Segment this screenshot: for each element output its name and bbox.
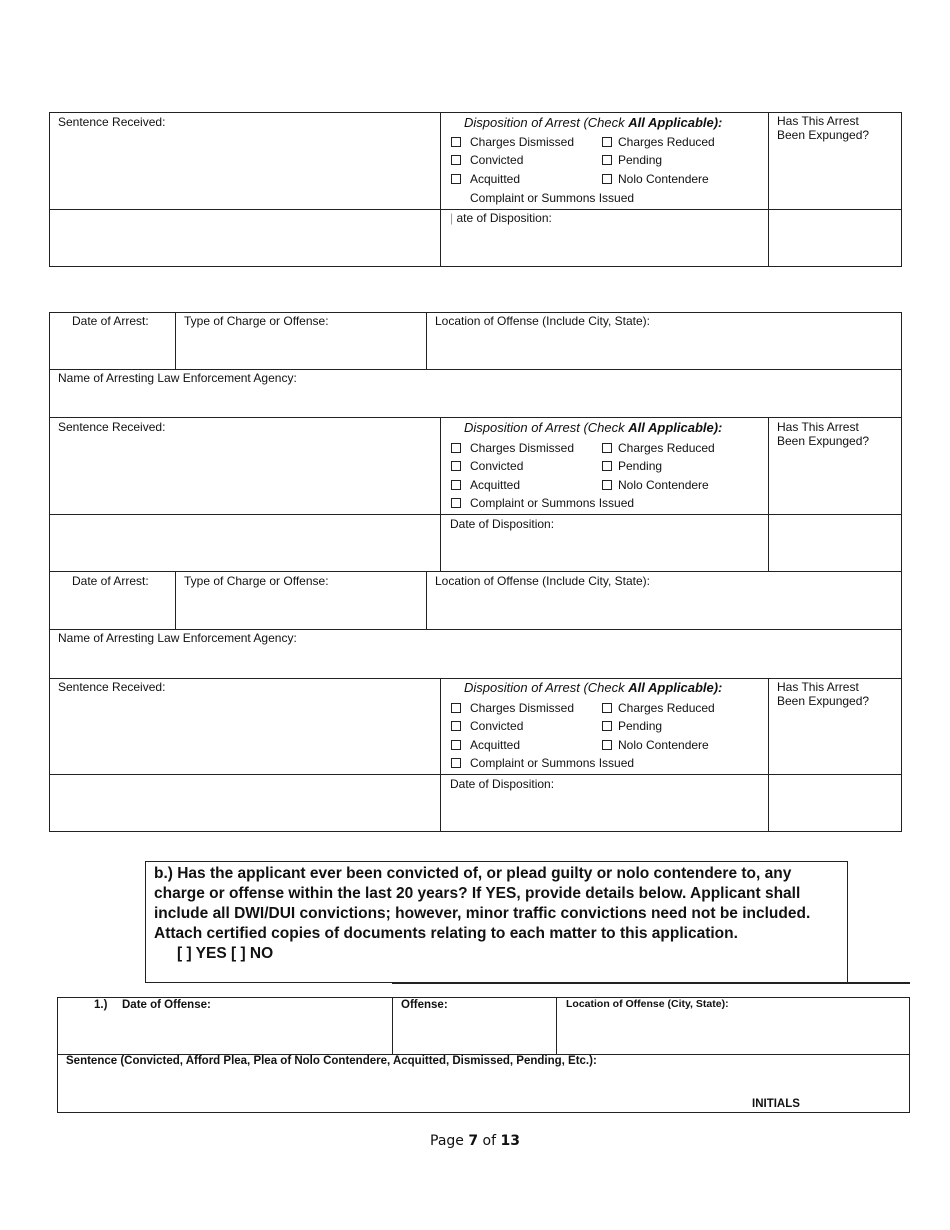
- checkbox-icon: [451, 174, 461, 184]
- checkbox-icon: [602, 155, 612, 165]
- expunged-label: Has This Arrest Been Expunged?: [777, 420, 870, 448]
- checkbox-charges-dismissed[interactable]: Charges Dismissed: [451, 135, 574, 149]
- checkbox-icon: [602, 174, 612, 184]
- checkbox-icon: [451, 137, 461, 147]
- sentence-received-label: Sentence Received:: [58, 680, 166, 694]
- checkbox-icon: [451, 721, 461, 731]
- arresting-agency-label: Name of Arresting Law Enforcement Agency:: [58, 631, 297, 645]
- disposition-title: Disposition of Arrest (Check All Applicable):: [464, 420, 723, 435]
- checkbox-acquitted[interactable]: Acquitted: [451, 738, 520, 752]
- date-of-disposition-label: Date of Disposition:: [450, 777, 555, 791]
- checkbox-complaint-summons[interactable]: Complaint or Summons Issued: [451, 756, 634, 770]
- checkbox-icon: [602, 703, 612, 713]
- checkbox-icon: [602, 480, 612, 490]
- initials-label: INITIALS: [752, 1098, 800, 1110]
- checkbox-convicted[interactable]: Convicted: [451, 459, 523, 473]
- checkbox-pending[interactable]: Pending: [602, 153, 662, 167]
- checkbox-charges-dismissed[interactable]: Charges Dismissed: [451, 441, 574, 455]
- checkbox-charges-reduced[interactable]: Charges Reduced: [602, 701, 715, 715]
- disposition-title: Disposition of Arrest (Check All Applicable):: [464, 115, 723, 130]
- checkbox-icon: [602, 721, 612, 731]
- checkbox-icon: [451, 758, 461, 768]
- checkbox-charges-reduced[interactable]: Charges Reduced: [602, 441, 715, 455]
- checkbox-charges-reduced[interactable]: Charges Reduced: [602, 135, 715, 149]
- checkbox-icon: [602, 461, 612, 471]
- checkbox-icon: [451, 443, 461, 453]
- checkbox-icon: [602, 137, 612, 147]
- location-of-offense-label: Location of Offense (Include City, State):: [435, 314, 651, 328]
- checkbox-icon: [451, 740, 461, 750]
- checkbox-acquitted[interactable]: Acquitted: [451, 478, 520, 492]
- conviction-location-label: Location of Offense (City, State):: [566, 998, 729, 1010]
- checkbox-nolo-contendere[interactable]: Nolo Contendere: [602, 478, 709, 492]
- checkbox-acquitted[interactable]: Acquitted: [451, 172, 520, 186]
- checkbox-icon: [602, 740, 612, 750]
- complaint-summons-label: Complaint or Summons Issued: [470, 191, 635, 205]
- date-of-disposition-label: | ate of Disposition:: [450, 211, 552, 225]
- offense-label: Offense:: [401, 999, 448, 1011]
- checkbox-convicted[interactable]: Convicted: [451, 153, 523, 167]
- checkbox-icon: [602, 443, 612, 453]
- checkbox-pending[interactable]: Pending: [602, 459, 662, 473]
- question-b-text: b.) Has the applicant ever been convicted of, or plead guilty or nolo contendere to, any charge or offense within the last 20 years? If YES, provide details below. Applicant shall include all DWI/DUI convictions; however, minor traffic convictions need not be included. Attach certified copies of documents relating to each matter to this application. [ ] YES [ ] NO: [154, 865, 811, 962]
- arrest-records-table: [49, 312, 902, 832]
- expunged-label: Has This Arrest Been Expunged?: [777, 114, 870, 142]
- checkbox-convicted[interactable]: Convicted: [451, 719, 523, 733]
- sentence-received-label: Sentence Received:: [58, 420, 166, 434]
- yes-no-options[interactable]: [ ] YES [ ] NO: [177, 945, 274, 962]
- checkbox-nolo-contendere[interactable]: Nolo Contendere: [602, 738, 709, 752]
- type-of-charge-label: Type of Charge or Offense:: [184, 314, 329, 328]
- conviction-number: 1.): [94, 999, 108, 1011]
- checkbox-icon: [451, 155, 461, 165]
- disposition-title: Disposition of Arrest (Check All Applicable):: [464, 680, 723, 695]
- sentence-received-label: Sentence Received:: [58, 115, 166, 129]
- checkbox-icon: [451, 703, 461, 713]
- checkbox-pending[interactable]: Pending: [602, 719, 662, 733]
- checkbox-complaint-summons[interactable]: Complaint or Summons Issued: [451, 496, 634, 510]
- checkbox-nolo-contendere[interactable]: Nolo Contendere: [602, 172, 709, 186]
- date-of-arrest-label: Date of Arrest:: [72, 574, 149, 588]
- date-of-offense-label: Date of Offense:: [122, 999, 211, 1011]
- arresting-agency-label: Name of Arresting Law Enforcement Agency:: [58, 371, 297, 385]
- checkbox-charges-dismissed[interactable]: Charges Dismissed: [451, 701, 574, 715]
- conviction-sentence-label: Sentence (Convicted, Afford Plea, Plea of Nolo Contendere, Acquitted, Dismissed, Pending, Etc.):: [66, 1055, 597, 1067]
- type-of-charge-label: Type of Charge or Offense:: [184, 574, 329, 588]
- checkbox-icon: [451, 498, 461, 508]
- expunged-label: Has This Arrest Been Expunged?: [777, 680, 870, 708]
- checkbox-icon: [451, 480, 461, 490]
- date-of-disposition-label: Date of Disposition:: [450, 517, 555, 531]
- page-number: Page 7 of 13: [430, 1133, 520, 1149]
- location-of-offense-label: Location of Offense (Include City, State):: [435, 574, 651, 588]
- date-of-arrest-label: Date of Arrest:: [72, 314, 149, 328]
- checkbox-icon: [451, 461, 461, 471]
